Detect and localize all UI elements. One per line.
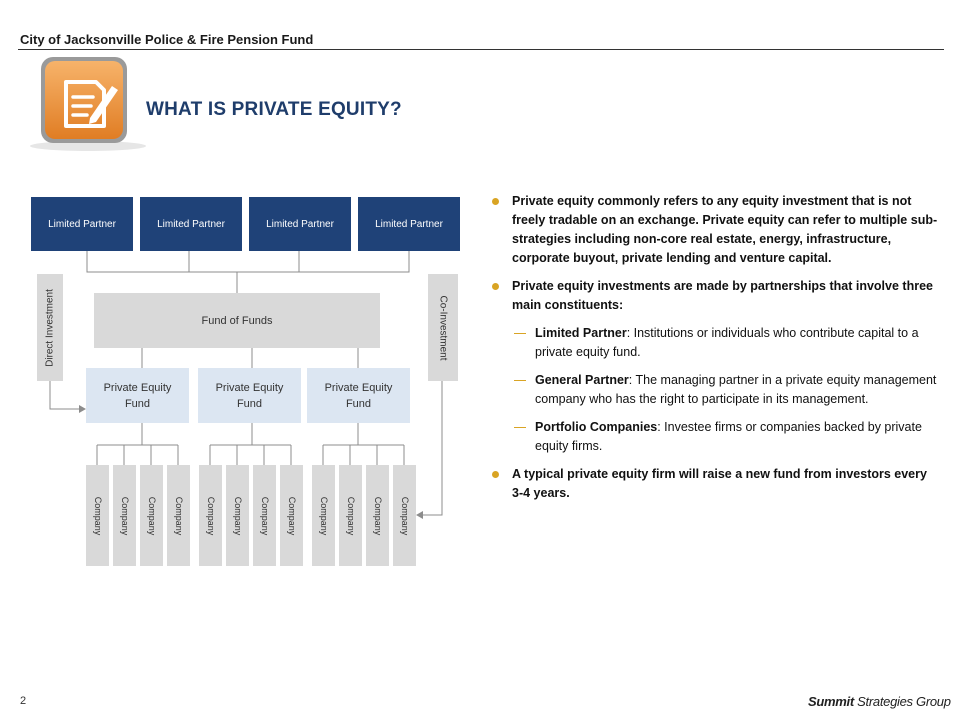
bullet-dot (492, 198, 499, 205)
company-label: Company (399, 496, 410, 535)
page-title: WHAT IS PRIVATE EQUITY? (146, 99, 402, 120)
company-label: Company (205, 496, 216, 535)
dash-marker (514, 333, 526, 334)
company-box (339, 465, 362, 566)
company-label: Company (146, 496, 157, 535)
co-investment-label: Co-Investment (437, 294, 449, 361)
company-label: Company (232, 496, 243, 535)
logo-bold-text: Summit (808, 694, 854, 709)
direct-investment-box (37, 274, 63, 381)
limited-partner-box: Limited Partner (31, 197, 133, 251)
company-label: Company (318, 496, 329, 535)
company-box (366, 465, 389, 566)
page-number: 2 (20, 695, 27, 707)
company-box (393, 465, 416, 566)
company-box (312, 465, 335, 566)
company-label: Company (286, 496, 297, 535)
sub-bullet-term: Limited Partner (535, 326, 627, 340)
direct-investment-label: Direct Investment (44, 288, 56, 367)
sub-bullet-item (492, 418, 938, 456)
company-label: Company (372, 496, 383, 535)
sub-bullet-text: : The managing partner in a private equity management company who has the right to participate in its management. (535, 373, 937, 406)
header-title: City of Jacksonville Police & Fire Pension Fund (20, 32, 314, 47)
company-label: Company (345, 496, 356, 535)
company-box (113, 465, 136, 566)
dash-marker (514, 380, 526, 381)
company-box (253, 465, 276, 566)
sub-bullet-text: : Investee firms or companies backed by private equity firms. (535, 420, 922, 453)
sub-bullet-text: : Institutions or individuals who contribute capital to a private equity fund. (535, 326, 919, 359)
company-box (226, 465, 249, 566)
company-logo (808, 694, 951, 709)
company-box (140, 465, 163, 566)
bullet-item (492, 277, 938, 315)
bullet-list (492, 192, 938, 512)
company-box (86, 465, 109, 566)
bullet-dot (492, 471, 499, 478)
bullet-item (492, 192, 938, 268)
co-investment-box (428, 274, 458, 381)
company-label: Company (259, 496, 270, 535)
sub-bullet-term: General Partner (535, 373, 629, 387)
company-box (167, 465, 190, 566)
sub-bullet-item (492, 324, 938, 362)
limited-partner-box: Limited Partner (358, 197, 460, 251)
limited-partner-box: Limited Partner (140, 197, 242, 251)
company-label: Company (119, 496, 130, 535)
logo-text: Strategies Group (853, 694, 951, 709)
limited-partner-box: Limited Partner (249, 197, 351, 251)
company-label: Company (92, 496, 103, 535)
dash-marker (514, 427, 526, 428)
bullet-item (492, 465, 938, 503)
sub-bullet-term: Portfolio Companies (535, 420, 658, 434)
bullet-text: Private equity investments are made by partnerships that involve three main constituents: (512, 279, 933, 312)
private-equity-fund-box: Private Equity Fund (307, 368, 410, 423)
company-box (199, 465, 222, 566)
fund-of-funds-box: Fund of Funds (94, 293, 380, 348)
bullet-dot (492, 283, 499, 290)
sub-bullet-item (492, 371, 938, 409)
bullet-text: Private equity commonly refers to any equity investment that is not freely tradable on an exchange. Private equity can refer to multiple sub-strategies including non-core real estate, energy, infrastructure, corporate buyout, private lending and venture capital. (512, 194, 938, 265)
private-equity-fund-box: Private Equity Fund (198, 368, 301, 423)
bullet-text: A typical private equity firm will raise a new fund from investors every 3-4 years. (512, 467, 927, 500)
company-box (280, 465, 303, 566)
private-equity-fund-box: Private Equity Fund (86, 368, 189, 423)
company-label: Company (173, 496, 184, 535)
